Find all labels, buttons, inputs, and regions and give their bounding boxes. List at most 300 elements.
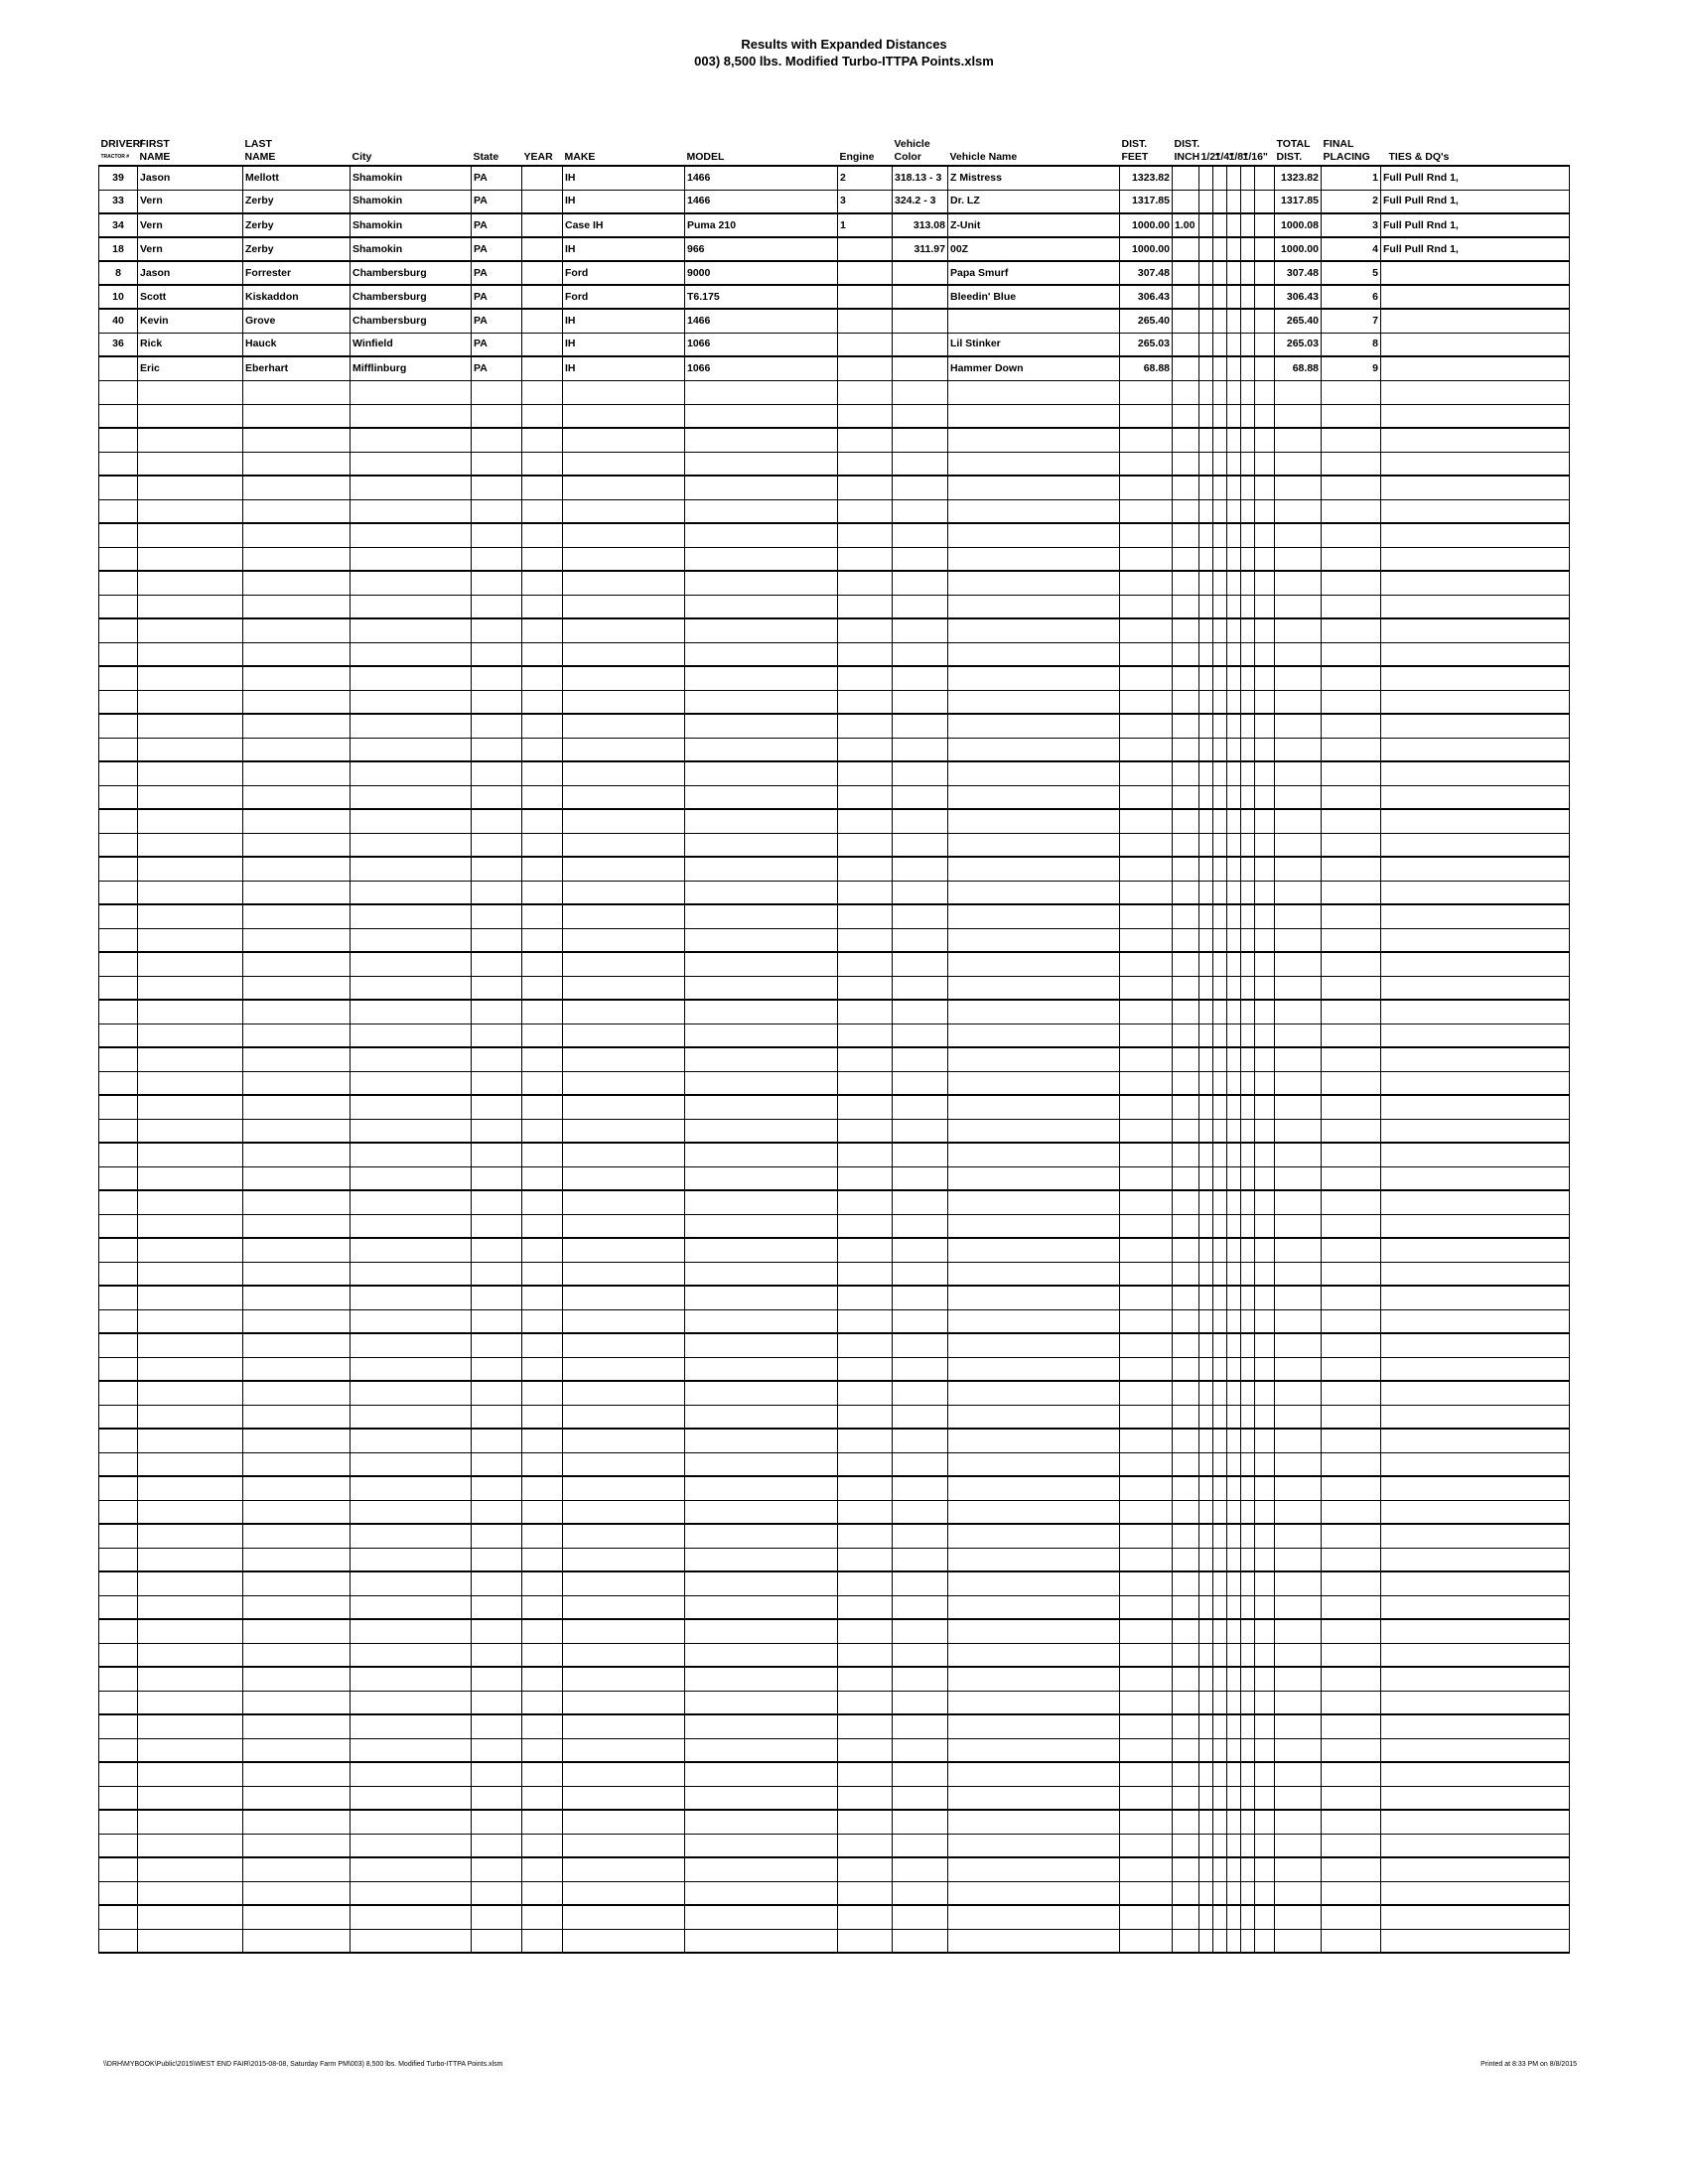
cell-h8	[1227, 738, 1241, 761]
cell-city	[351, 523, 472, 547]
cell-model	[685, 1166, 838, 1190]
cell-year	[522, 1738, 563, 1762]
cell-inch	[1173, 1262, 1199, 1286]
cell-first	[138, 1000, 243, 1024]
cell-first: Scott	[138, 285, 243, 309]
cell-inch	[1173, 714, 1199, 738]
cell-num	[99, 1571, 138, 1595]
cell-num	[99, 1595, 138, 1619]
cell-first: Vern	[138, 190, 243, 213]
cell-state	[472, 404, 522, 428]
cell-model	[685, 785, 838, 809]
table-row	[99, 618, 1570, 642]
cell-city	[351, 1214, 472, 1238]
cell-year	[522, 356, 563, 380]
cell-ties	[1381, 618, 1570, 642]
cell-num	[99, 1452, 138, 1476]
cell-model	[685, 1381, 838, 1405]
cell-model	[685, 1452, 838, 1476]
cell-h16	[1241, 666, 1255, 690]
cell-placing	[1322, 1405, 1381, 1429]
cell-engine	[838, 1381, 893, 1405]
cell-hx	[1255, 1476, 1275, 1500]
cell-inch	[1173, 952, 1199, 976]
cell-h2	[1199, 952, 1213, 976]
cell-name	[948, 1381, 1120, 1405]
cell-total	[1275, 1286, 1322, 1309]
cell-engine	[838, 881, 893, 904]
cell-color	[893, 1643, 948, 1667]
cell-color	[893, 738, 948, 761]
table-row	[99, 1166, 1570, 1190]
cell-color	[893, 1000, 948, 1024]
cell-color	[893, 952, 948, 976]
cell-state	[472, 1881, 522, 1905]
cell-hx	[1255, 333, 1275, 356]
cell-first	[138, 690, 243, 714]
cell-h4	[1213, 809, 1227, 833]
cell-last	[243, 809, 351, 833]
cell-year	[522, 1405, 563, 1429]
cell-city	[351, 642, 472, 666]
cell-hx	[1255, 1929, 1275, 1953]
cell-make	[563, 523, 685, 547]
cell-ties	[1381, 356, 1570, 380]
cell-placing	[1322, 380, 1381, 404]
cell-num	[99, 1095, 138, 1119]
cell-total	[1275, 1786, 1322, 1810]
cell-ties: Full Pull Rnd 1,	[1381, 237, 1570, 261]
cell-placing	[1322, 690, 1381, 714]
cell-h8	[1227, 1238, 1241, 1262]
cell-first	[138, 1500, 243, 1524]
cell-h2	[1199, 857, 1213, 881]
cell-placing	[1322, 1166, 1381, 1190]
cell-total	[1275, 1309, 1322, 1333]
cell-ties	[1381, 976, 1570, 1000]
cell-total	[1275, 1357, 1322, 1381]
cell-hx	[1255, 166, 1275, 190]
cell-feet	[1120, 1238, 1173, 1262]
cell-total	[1275, 1548, 1322, 1571]
cell-last	[243, 571, 351, 595]
cell-ties	[1381, 1309, 1570, 1333]
cell-hx	[1255, 1714, 1275, 1738]
cell-state	[472, 1071, 522, 1095]
cell-inch	[1173, 1881, 1199, 1905]
cell-h16	[1241, 595, 1255, 618]
cell-make	[563, 1595, 685, 1619]
table-row	[99, 952, 1570, 976]
table-row	[99, 1762, 1570, 1786]
cell-state	[472, 1595, 522, 1619]
cell-num	[99, 1881, 138, 1905]
cell-h2	[1199, 1000, 1213, 1024]
cell-feet	[1120, 380, 1173, 404]
cell-model	[685, 1619, 838, 1643]
cell-feet: 1317.85	[1120, 190, 1173, 213]
table-row	[99, 976, 1570, 1000]
cell-h16	[1241, 213, 1255, 237]
cell-city	[351, 1834, 472, 1857]
cell-h8	[1227, 1381, 1241, 1405]
col-header-vehicle-color-line1: Vehicle	[894, 138, 930, 150]
cell-city	[351, 1095, 472, 1119]
cell-h4	[1213, 1309, 1227, 1333]
cell-feet	[1120, 1000, 1173, 1024]
cell-total	[1275, 1000, 1322, 1024]
cell-make	[563, 1929, 685, 1953]
cell-engine	[838, 1571, 893, 1595]
cell-feet	[1120, 1571, 1173, 1595]
cell-model	[685, 1881, 838, 1905]
cell-h16	[1241, 547, 1255, 571]
table-row	[99, 1857, 1570, 1881]
cell-year	[522, 166, 563, 190]
cell-model	[685, 1667, 838, 1691]
cell-ties	[1381, 1024, 1570, 1047]
cell-last	[243, 642, 351, 666]
col-header-make: MAKE	[563, 138, 685, 166]
cell-hx	[1255, 1738, 1275, 1762]
cell-h8	[1227, 1071, 1241, 1095]
cell-inch	[1173, 857, 1199, 881]
cell-city	[351, 1238, 472, 1262]
cell-make	[563, 1381, 685, 1405]
cell-h16	[1241, 1357, 1255, 1381]
cell-h4	[1213, 785, 1227, 809]
cell-feet	[1120, 1834, 1173, 1857]
cell-num	[99, 452, 138, 476]
cell-total	[1275, 571, 1322, 595]
cell-first	[138, 523, 243, 547]
cell-first	[138, 404, 243, 428]
cell-model	[685, 476, 838, 499]
cell-h2	[1199, 547, 1213, 571]
cell-h2	[1199, 690, 1213, 714]
cell-placing	[1322, 666, 1381, 690]
cell-engine	[838, 1214, 893, 1238]
cell-total	[1275, 881, 1322, 904]
cell-feet	[1120, 833, 1173, 857]
cell-state: PA	[472, 356, 522, 380]
cell-state	[472, 904, 522, 928]
cell-city: Shamokin	[351, 166, 472, 190]
cell-inch: 1.00	[1173, 213, 1199, 237]
cell-h2	[1199, 1286, 1213, 1309]
cell-h8	[1227, 1190, 1241, 1214]
cell-name	[948, 809, 1120, 833]
cell-make	[563, 1524, 685, 1548]
cell-feet	[1120, 1810, 1173, 1834]
cell-color	[893, 1309, 948, 1333]
cell-last	[243, 1714, 351, 1738]
cell-num	[99, 1381, 138, 1405]
cell-engine	[838, 452, 893, 476]
cell-inch	[1173, 1429, 1199, 1452]
cell-last: Zerby	[243, 213, 351, 237]
cell-inch	[1173, 1381, 1199, 1405]
cell-h8	[1227, 547, 1241, 571]
cell-h4	[1213, 952, 1227, 976]
cell-make	[563, 1166, 685, 1190]
cell-city	[351, 1071, 472, 1095]
cell-num	[99, 356, 138, 380]
cell-total	[1275, 476, 1322, 499]
cell-model	[685, 404, 838, 428]
cell-ties	[1381, 595, 1570, 618]
cell-year	[522, 738, 563, 761]
col-header-dist-feet-line2: FEET	[1121, 150, 1149, 163]
cell-name	[948, 1524, 1120, 1548]
cell-h8	[1227, 1691, 1241, 1714]
cell-h4	[1213, 1643, 1227, 1667]
cell-color	[893, 261, 948, 285]
cell-city: Winfield	[351, 333, 472, 356]
cell-total	[1275, 1643, 1322, 1667]
table-row	[99, 1476, 1570, 1500]
table-row	[99, 1500, 1570, 1524]
cell-name	[948, 309, 1120, 333]
cell-hx	[1255, 904, 1275, 928]
cell-engine	[838, 976, 893, 1000]
cell-engine	[838, 1691, 893, 1714]
cell-h8	[1227, 595, 1241, 618]
cell-ties	[1381, 1548, 1570, 1571]
cell-last	[243, 952, 351, 976]
table-row	[99, 857, 1570, 881]
cell-name	[948, 476, 1120, 499]
cell-last: Grove	[243, 309, 351, 333]
cell-model	[685, 690, 838, 714]
cell-h8	[1227, 976, 1241, 1000]
cell-h8	[1227, 1047, 1241, 1071]
cell-h8	[1227, 356, 1241, 380]
cell-engine	[838, 1786, 893, 1810]
cell-state	[472, 976, 522, 1000]
cell-h2	[1199, 809, 1213, 833]
cell-engine	[838, 952, 893, 976]
cell-engine	[838, 237, 893, 261]
cell-hx	[1255, 976, 1275, 1000]
cell-make	[563, 1143, 685, 1166]
cell-first	[138, 952, 243, 976]
cell-last	[243, 404, 351, 428]
cell-hx	[1255, 356, 1275, 380]
cell-inch	[1173, 1738, 1199, 1762]
cell-inch	[1173, 1286, 1199, 1309]
cell-color	[893, 285, 948, 309]
cell-h8	[1227, 881, 1241, 904]
cell-hx	[1255, 1857, 1275, 1881]
table-row	[99, 1047, 1570, 1071]
cell-engine	[838, 1476, 893, 1500]
cell-inch	[1173, 928, 1199, 952]
table-row	[99, 190, 1570, 213]
cell-h16	[1241, 1834, 1255, 1857]
cell-inch	[1173, 595, 1199, 618]
cell-name	[948, 642, 1120, 666]
cell-total	[1275, 1095, 1322, 1119]
cell-ties	[1381, 1071, 1570, 1095]
cell-city	[351, 785, 472, 809]
table-row	[99, 1905, 1570, 1929]
cell-hx	[1255, 380, 1275, 404]
cell-make	[563, 1238, 685, 1262]
col-header-final-placing-line1: FINAL	[1323, 138, 1354, 150]
cell-year	[522, 309, 563, 333]
col-header-dist-inch-line1: DIST.	[1174, 138, 1200, 150]
cell-hx	[1255, 1333, 1275, 1357]
cell-total	[1275, 1595, 1322, 1619]
cell-placing	[1322, 881, 1381, 904]
results-table-body	[99, 166, 1570, 1953]
cell-total: 265.03	[1275, 333, 1322, 356]
cell-h8	[1227, 1095, 1241, 1119]
cell-feet	[1120, 1405, 1173, 1429]
cell-city	[351, 1500, 472, 1524]
cell-state	[472, 1786, 522, 1810]
cell-h8	[1227, 952, 1241, 976]
cell-model: T6.175	[685, 285, 838, 309]
cell-h16	[1241, 809, 1255, 833]
cell-name	[948, 1333, 1120, 1357]
cell-placing	[1322, 1857, 1381, 1881]
cell-h16	[1241, 476, 1255, 499]
cell-make	[563, 1452, 685, 1476]
cell-name	[948, 738, 1120, 761]
cell-h2	[1199, 237, 1213, 261]
cell-inch	[1173, 666, 1199, 690]
cell-first	[138, 1786, 243, 1810]
cell-num	[99, 523, 138, 547]
cell-engine	[838, 1905, 893, 1929]
cell-first	[138, 476, 243, 499]
cell-h16	[1241, 1238, 1255, 1262]
cell-state	[472, 547, 522, 571]
cell-h16	[1241, 428, 1255, 452]
cell-h8	[1227, 452, 1241, 476]
cell-state	[472, 1095, 522, 1119]
cell-first	[138, 666, 243, 690]
cell-num	[99, 1071, 138, 1095]
cell-engine	[838, 309, 893, 333]
cell-h16	[1241, 1810, 1255, 1834]
table-row	[99, 1691, 1570, 1714]
cell-inch	[1173, 523, 1199, 547]
cell-placing	[1322, 1524, 1381, 1548]
cell-name	[948, 1286, 1120, 1309]
cell-last	[243, 1810, 351, 1834]
cell-model: 1066	[685, 333, 838, 356]
cell-color	[893, 523, 948, 547]
cell-name: Z-Unit	[948, 213, 1120, 237]
cell-city	[351, 571, 472, 595]
cell-inch	[1173, 428, 1199, 452]
table-row	[99, 1000, 1570, 1024]
cell-last	[243, 1643, 351, 1667]
cell-feet: 307.48	[1120, 261, 1173, 285]
cell-color	[893, 928, 948, 952]
cell-name	[948, 547, 1120, 571]
cell-hx	[1255, 1071, 1275, 1095]
cell-h4	[1213, 1929, 1227, 1953]
cell-color	[893, 618, 948, 642]
cell-ties	[1381, 1786, 1570, 1810]
cell-h2	[1199, 1548, 1213, 1571]
cell-h4	[1213, 571, 1227, 595]
cell-feet	[1120, 1762, 1173, 1786]
cell-name	[948, 1405, 1120, 1429]
cell-h8	[1227, 1762, 1241, 1786]
cell-feet: 265.40	[1120, 309, 1173, 333]
cell-ties	[1381, 1714, 1570, 1738]
cell-engine	[838, 261, 893, 285]
cell-hx	[1255, 618, 1275, 642]
cell-total	[1275, 904, 1322, 928]
cell-model	[685, 904, 838, 928]
cell-color	[893, 1333, 948, 1357]
cell-make	[563, 738, 685, 761]
cell-state	[472, 595, 522, 618]
cell-year	[522, 1190, 563, 1214]
cell-color	[893, 1762, 948, 1786]
cell-inch	[1173, 237, 1199, 261]
cell-last	[243, 1619, 351, 1643]
cell-model	[685, 761, 838, 785]
cell-hx	[1255, 452, 1275, 476]
cell-ties	[1381, 309, 1570, 333]
cell-city	[351, 809, 472, 833]
cell-total	[1275, 523, 1322, 547]
cell-inch	[1173, 499, 1199, 523]
table-row	[99, 738, 1570, 761]
cell-total	[1275, 1071, 1322, 1095]
cell-model	[685, 1810, 838, 1834]
cell-h8	[1227, 642, 1241, 666]
table-row	[99, 166, 1570, 190]
cell-h4	[1213, 690, 1227, 714]
cell-color	[893, 1524, 948, 1548]
cell-first	[138, 1333, 243, 1357]
cell-year	[522, 333, 563, 356]
table-row	[99, 1286, 1570, 1309]
cell-year	[522, 1619, 563, 1643]
cell-h4	[1213, 595, 1227, 618]
cell-h8	[1227, 1286, 1241, 1309]
cell-placing	[1322, 523, 1381, 547]
cell-state	[472, 1452, 522, 1476]
cell-h2	[1199, 1143, 1213, 1166]
cell-name	[948, 1095, 1120, 1119]
cell-city: Chambersburg	[351, 285, 472, 309]
cell-inch	[1173, 285, 1199, 309]
cell-h8	[1227, 833, 1241, 857]
cell-last	[243, 428, 351, 452]
table-row	[99, 1024, 1570, 1047]
cell-ties	[1381, 380, 1570, 404]
cell-city	[351, 1619, 472, 1643]
cell-make	[563, 690, 685, 714]
cell-model	[685, 928, 838, 952]
cell-make: Case IH	[563, 213, 685, 237]
cell-first	[138, 1405, 243, 1429]
cell-h8	[1227, 1905, 1241, 1929]
cell-engine	[838, 1643, 893, 1667]
cell-placing: 6	[1322, 285, 1381, 309]
cell-name	[948, 1834, 1120, 1857]
cell-h2	[1199, 666, 1213, 690]
